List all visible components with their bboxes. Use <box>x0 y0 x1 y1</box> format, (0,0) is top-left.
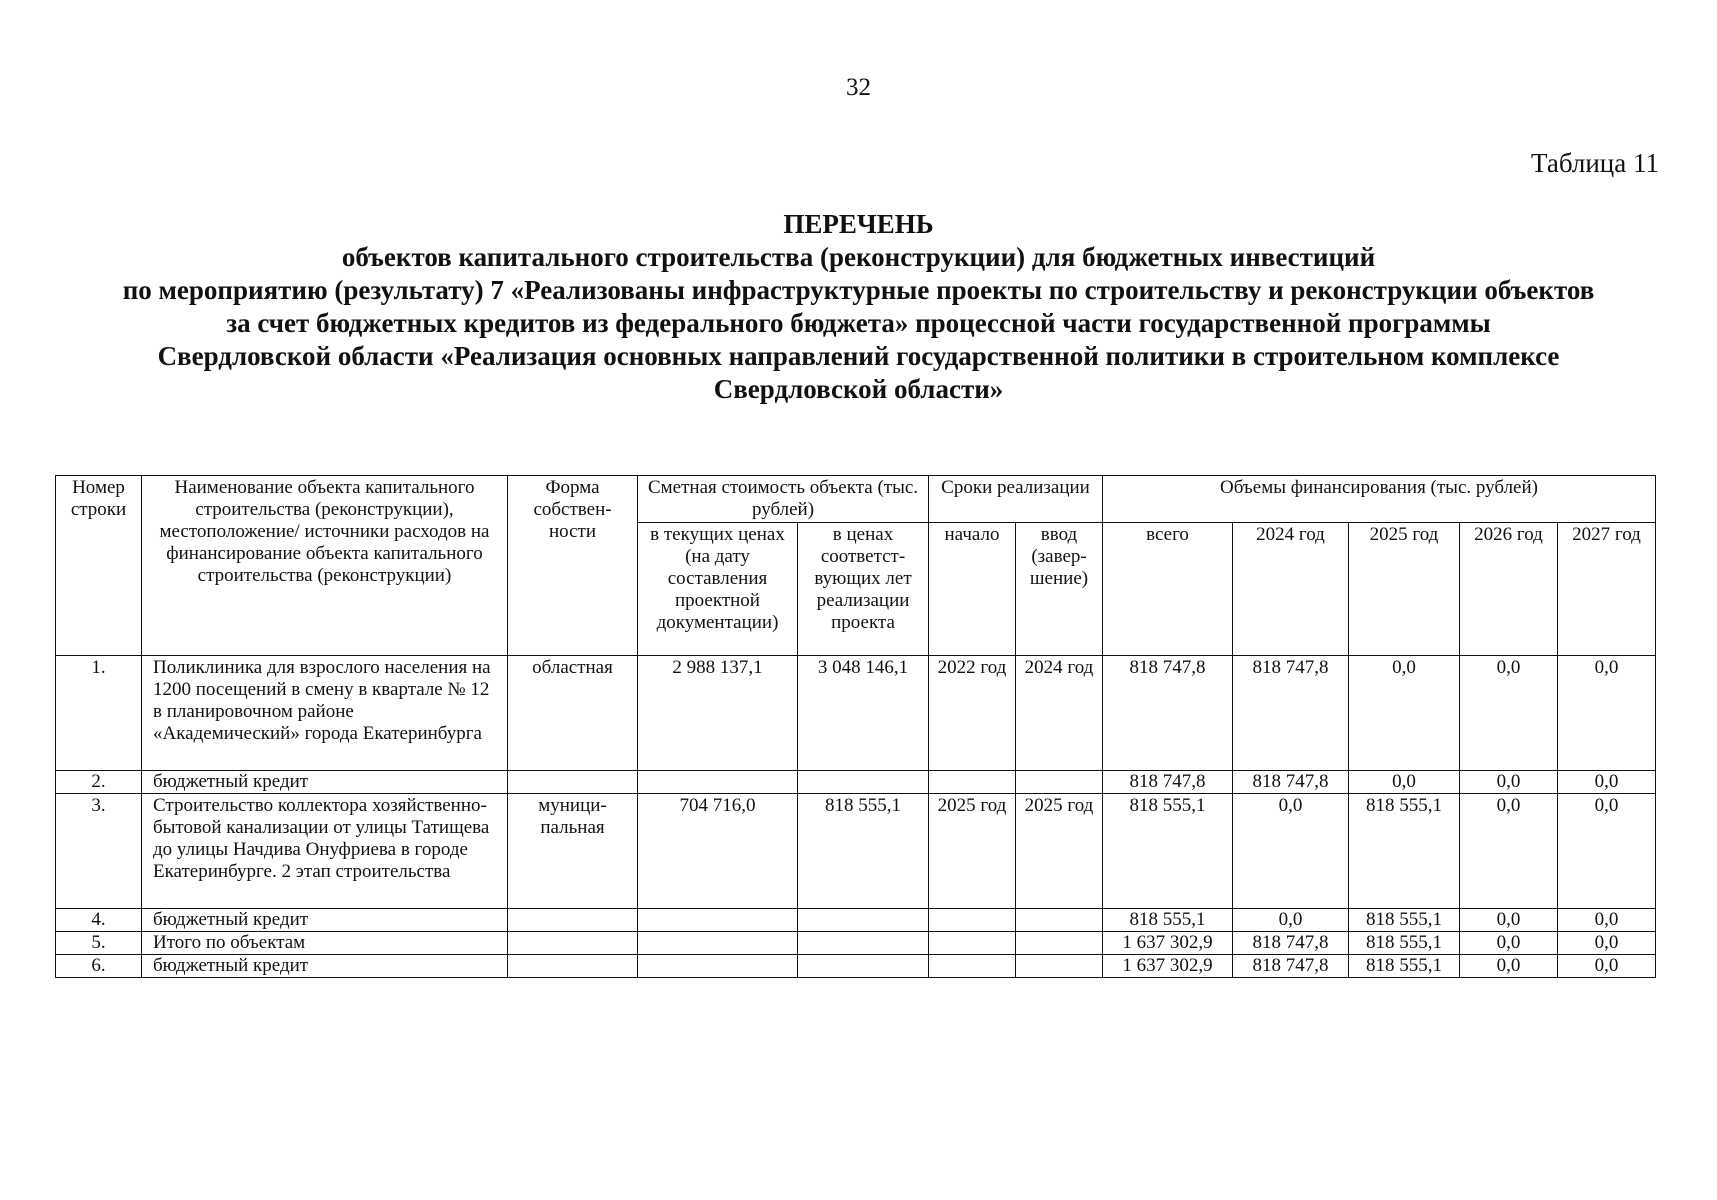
objects-table <box>55 475 1656 978</box>
cell-cost-years: 3 048 146,1 <box>798 656 929 771</box>
cell-num: 4. <box>56 909 142 932</box>
table-label: Таблица 11 <box>1531 148 1659 178</box>
cell-num: 3. <box>56 794 142 909</box>
cell-total: 1 637 302,9 <box>1103 932 1233 955</box>
cell-2024: 818 747,8 <box>1233 932 1349 955</box>
cell-end <box>1016 932 1103 955</box>
cell-start <box>929 909 1016 932</box>
header-ownership: Форма собствен- ности <box>508 476 638 656</box>
header-row-number: Номер строки <box>56 476 142 656</box>
cell-end: 2025 год <box>1016 794 1103 909</box>
cell-2024: 0,0 <box>1233 794 1349 909</box>
cell-cost-current <box>638 909 798 932</box>
cell-2026: 0,0 <box>1460 909 1558 932</box>
header-2025: 2025 год <box>1349 523 1460 656</box>
cell-2024: 0,0 <box>1233 909 1349 932</box>
cell-ownership <box>508 909 638 932</box>
cell-num: 6. <box>56 955 142 978</box>
table-row <box>56 932 1656 955</box>
cell-ownership: муници- пальная <box>508 794 638 909</box>
cell-name: бюджетный кредит <box>142 909 508 932</box>
cell-2025: 818 555,1 <box>1349 909 1460 932</box>
cell-start <box>929 771 1016 794</box>
cell-cost-current: 704 716,0 <box>638 794 798 909</box>
cell-2026: 0,0 <box>1460 955 1558 978</box>
cell-total: 1 637 302,9 <box>1103 955 1233 978</box>
cell-cost-current <box>638 955 798 978</box>
header-cost-years: в ценах соответст- вующих лет реализации проекта <box>798 523 929 656</box>
cell-2025: 0,0 <box>1349 656 1460 771</box>
cell-2024: 818 747,8 <box>1233 771 1349 794</box>
cell-num: 2. <box>56 771 142 794</box>
table-row <box>56 909 1656 932</box>
cell-cost-years: 818 555,1 <box>798 794 929 909</box>
cell-start <box>929 932 1016 955</box>
cell-name: бюджетный кредит <box>142 771 508 794</box>
cell-start <box>929 955 1016 978</box>
cell-cost-years <box>798 932 929 955</box>
cell-2026: 0,0 <box>1460 656 1558 771</box>
cell-2026: 0,0 <box>1460 771 1558 794</box>
cell-2025: 0,0 <box>1349 771 1460 794</box>
cell-ownership <box>508 932 638 955</box>
cell-name: бюджетный кредит <box>142 955 508 978</box>
cell-num: 1. <box>56 656 142 771</box>
cell-start: 2025 год <box>929 794 1016 909</box>
cell-2027: 0,0 <box>1558 909 1656 932</box>
header-2024: 2024 год <box>1233 523 1349 656</box>
cell-start: 2022 год <box>929 656 1016 771</box>
cell-2026: 0,0 <box>1460 794 1558 909</box>
cell-num: 5. <box>56 932 142 955</box>
cell-2025: 818 555,1 <box>1349 955 1460 978</box>
cell-total: 818 747,8 <box>1103 771 1233 794</box>
table-row <box>56 955 1656 978</box>
table-row <box>56 656 1656 771</box>
title-line: ПЕРЕЧЕНЬ <box>783 209 934 239</box>
header-2027: 2027 год <box>1558 523 1656 656</box>
header-terms: Сроки реализации <box>929 476 1103 523</box>
cell-2026: 0,0 <box>1460 932 1558 955</box>
cell-2027: 0,0 <box>1558 932 1656 955</box>
header-name: Наименование объекта капитального строительства (реконструкции), местоположение/ источники расходов на финансирование объекта капитального строительства (реконструкции) <box>142 476 508 656</box>
cell-cost-current <box>638 932 798 955</box>
document-title <box>40 208 1677 406</box>
cell-ownership <box>508 771 638 794</box>
page-number: 32 <box>846 74 871 101</box>
cell-2025: 818 555,1 <box>1349 932 1460 955</box>
header-cost-current: в текущих ценах (на дату составления проектной документации) <box>638 523 798 656</box>
cell-end <box>1016 771 1103 794</box>
cell-name: Строительство коллектора хозяйственно-бытовой канализации от улицы Татищева до улицы Начдива Онуфриева в городе Екатеринбурге. 2 этап строительства <box>142 794 508 909</box>
cell-end <box>1016 955 1103 978</box>
title-line: за счет бюджетных кредитов из федерального бюджета» процессной части государственной программы <box>226 308 1491 338</box>
cell-name: Итого по объектам <box>142 932 508 955</box>
cell-2027: 0,0 <box>1558 794 1656 909</box>
cell-2027: 0,0 <box>1558 656 1656 771</box>
header-2026: 2026 год <box>1460 523 1558 656</box>
cell-cost-years <box>798 955 929 978</box>
cell-name: Поликлиника для взрослого населения на 1200 посещений в смену в квартале № 12 в планировочном районе «Академический» города Екатеринбурга <box>142 656 508 771</box>
cell-end: 2024 год <box>1016 656 1103 771</box>
cell-2027: 0,0 <box>1558 955 1656 978</box>
cell-cost-current <box>638 771 798 794</box>
cell-2025: 818 555,1 <box>1349 794 1460 909</box>
cell-2024: 818 747,8 <box>1233 955 1349 978</box>
table-row <box>56 794 1656 909</box>
cell-cost-current: 2 988 137,1 <box>638 656 798 771</box>
title-line: Свердловской области «Реализация основных направлений государственной политики в строительном комплексе <box>157 341 1560 371</box>
header-end: ввод (завер- шение) <box>1016 523 1103 656</box>
title-line: по мероприятию (результату) 7 «Реализованы инфраструктурные проекты по строительству и реконструкции объектов <box>122 275 1595 305</box>
header-row <box>56 476 1656 523</box>
header-total: всего <box>1103 523 1233 656</box>
header-estimated-cost: Сметная стоимость объекта (тыс. рублей) <box>638 476 929 523</box>
title-line: объектов капитального строительства (реконструкции) для бюджетных инвестиций <box>341 242 1376 272</box>
cell-total: 818 747,8 <box>1103 656 1233 771</box>
cell-ownership <box>508 955 638 978</box>
cell-cost-years <box>798 771 929 794</box>
header-start: начало <box>929 523 1016 656</box>
cell-total: 818 555,1 <box>1103 794 1233 909</box>
cell-2027: 0,0 <box>1558 771 1656 794</box>
cell-2024: 818 747,8 <box>1233 656 1349 771</box>
cell-total: 818 555,1 <box>1103 909 1233 932</box>
header-funding: Объемы финансирования (тыс. рублей) <box>1103 476 1656 523</box>
cell-ownership: областная <box>508 656 638 771</box>
title-line: Свердловской области» <box>713 374 1004 404</box>
cell-end <box>1016 909 1103 932</box>
table-row <box>56 771 1656 794</box>
cell-cost-years <box>798 909 929 932</box>
